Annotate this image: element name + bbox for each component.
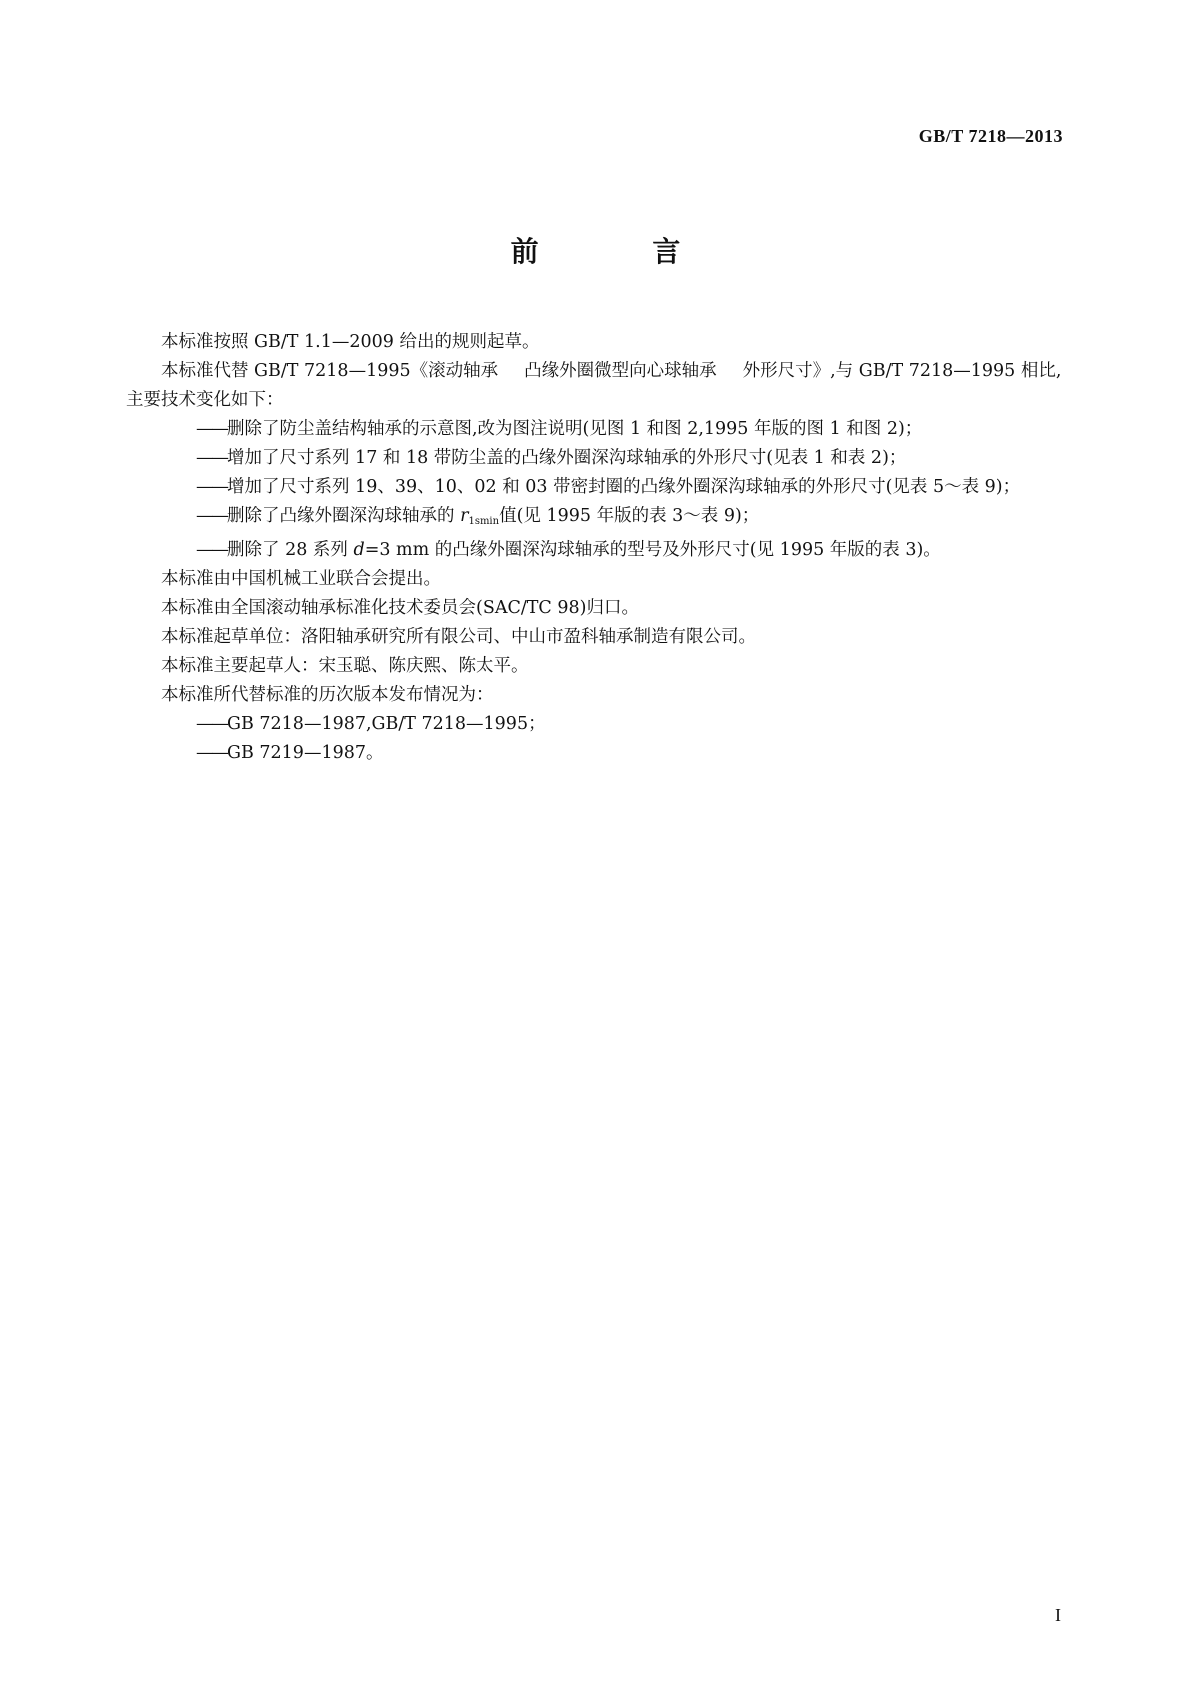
foreword-body — [126, 328, 1064, 768]
history-text: GB 7219—1987。 — [227, 743, 384, 763]
change-item — [126, 473, 1064, 502]
change-item — [126, 444, 1064, 473]
change-item — [126, 502, 1064, 536]
change-text: 删除了凸缘外圈深沟球轴承的 — [227, 506, 455, 526]
dash-marker: —— — [196, 714, 227, 734]
standard-code: GB/T 7218—2013 — [918, 126, 1063, 146]
history-item — [126, 710, 1064, 739]
symbol-r: $r_{1smin}$ — [460, 506, 500, 527]
symbol-subscript: 1smin — [468, 516, 500, 527]
dash-marker: —— — [196, 743, 227, 763]
paragraph-proposer: 本标准由中国机械工业联合会提出。 — [161, 569, 441, 589]
dash-marker: —— — [196, 448, 227, 468]
paragraph-history-intro: 本标准所代替标准的历次版本发布情况为： — [161, 685, 494, 705]
page-number: I — [1055, 1605, 1061, 1625]
change-item — [126, 415, 1064, 444]
replacement-text-a: 本标准代替 GB/T 7218—1995《滚动轴承 — [161, 361, 499, 381]
paragraph-committee: 本标准由全国滚动轴承标准化技术委员会(SAC/TC 98)归口。 — [161, 598, 639, 618]
dash-marker: —— — [196, 506, 227, 526]
page-title: 前 言 — [510, 235, 733, 268]
change-text: 值(见 1995 年版的表 3～表 9)； — [499, 506, 760, 526]
paragraph-drafters: 本标准主要起草人：宋玉聪、陈庆熙、陈太平。 — [161, 656, 529, 676]
paragraph-drafting-rules: 本标准按照 GB/T 1.1—2009 给出的规则起草。 — [161, 332, 540, 352]
replacement-text-c: 外形尺寸》,与 GB/T 7218—1995 相比,主要技术变化如下： — [126, 361, 1062, 410]
replacement-text-b: 凸缘外圈微型向心球轴承 — [524, 361, 717, 381]
dash-marker: —— — [196, 540, 227, 560]
change-text: 增加了尺寸系列 19、39、10、02 和 03 带密封圈的凸缘外圈深沟球轴承的外形尺寸(见表 5～表 9)； — [227, 477, 1021, 497]
change-item — [126, 536, 1064, 565]
history-item — [126, 739, 1064, 768]
dash-marker: —— — [196, 477, 227, 497]
history-text: GB 7218—1987,GB/T 7218—1995； — [227, 714, 546, 734]
paragraph-replacement — [126, 357, 1064, 415]
change-text: 增加了尺寸系列 17 和 18 带防尘盖的凸缘外圈深沟球轴承的外形尺寸(见表 1 和表 2)； — [227, 448, 907, 468]
change-text: =3 mm 的凸缘外圈深沟球轴承的型号及外形尺寸(见 1995 年版的表 3)。 — [364, 540, 941, 560]
dash-marker: —— — [196, 419, 227, 439]
symbol-d: d — [353, 540, 365, 560]
paragraph-drafting-units: 本标准起草单位：洛阳轴承研究所有限公司、中山市盈科轴承制造有限公司。 — [161, 627, 756, 647]
change-text: 删除了 28 系列 — [227, 540, 348, 560]
change-text: 删除了防尘盖结构轴承的示意图,改为图注说明(见图 1 和图 2,1995 年版的图 1 和图 2)； — [227, 419, 923, 439]
